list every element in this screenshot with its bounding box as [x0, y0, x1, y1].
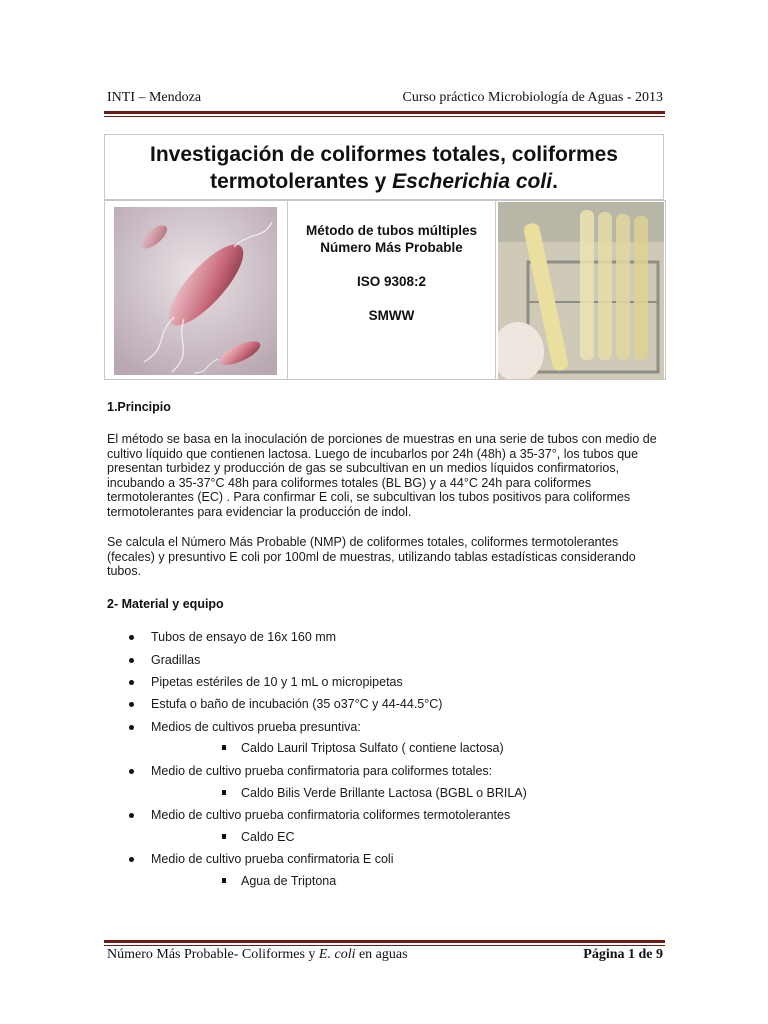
- list-item: Tubos de ensayo de 16x 160 mm: [151, 630, 337, 644]
- section-heading-material: 2- Material y equipo: [107, 597, 224, 611]
- page-number: Página 1 de 9: [583, 947, 663, 962]
- page-header: [107, 90, 663, 106]
- test-tubes-image: [498, 202, 664, 379]
- footer-title-suffix: en aguas: [355, 947, 408, 962]
- paragraph-line: presentan turbidez y producción de gas se subcultivan en un medios líquidos confirmatorios,: [107, 461, 620, 476]
- paragraph-line: (fecales) y presuntivo E coli por 100ml de muestras, utilizando tablas estadísticas considerando: [107, 549, 636, 564]
- method-panel: [104, 200, 666, 380]
- method-description: [288, 222, 495, 324]
- title-line-2-prefix: termotolerantes y: [210, 170, 393, 193]
- method-reference: SMWW: [368, 308, 415, 323]
- header-rule-thin: [104, 116, 665, 117]
- header-org: INTI – Mendoza: [107, 90, 202, 105]
- footer-title-prefix: Número Más Probable- Coliformes y: [107, 947, 319, 962]
- paragraph-line: incubando a 35-37°C 48h para coliformes totales (BL BG) y a 44°C 24h para coliformes: [107, 475, 592, 490]
- paragraph-line: cultivo líquido que contienen lactosa. Luego de incubarlos por 24h (48h) a 35-37°, los tubos que: [107, 446, 639, 461]
- section-heading-principio: 1.Principio: [107, 400, 171, 414]
- list-item: Estufa o baño de incubación (35 o37°C y 44-44.5°C): [151, 697, 443, 711]
- method-subtitle: Número Más Probable: [320, 240, 463, 255]
- title-line-2: [105, 168, 663, 195]
- title-organism: Escherichia coli: [392, 170, 553, 193]
- paragraph-line: termotolerantes para evidenciar la producción de indol.: [107, 504, 412, 519]
- list-item: Gradillas: [151, 653, 201, 667]
- sub-list-item: Caldo Lauril Triptosa Sulfato ( contiene lactosa): [241, 741, 504, 755]
- header-rule: [104, 111, 665, 114]
- paragraph-line: El método se basa en la inoculación de porciones de muestras en una serie de tubos con medio de: [107, 432, 657, 446]
- paragraph-line: Se calcula el Número Más Probable (NMP) de coliformes totales, coliformes termotolerantes: [107, 535, 619, 549]
- list-item: Medio de cultivo prueba confirmatoria E coli: [151, 852, 394, 866]
- list-item: Medio de cultivo prueba confirmatoria coliformes termotolerantes: [151, 808, 511, 822]
- method-standard: ISO 9308:2: [356, 274, 427, 289]
- sub-list-item: Caldo EC: [241, 830, 295, 844]
- sub-list-item: Caldo Bilis Verde Brillante Lactosa (BGBL o BRILA): [241, 786, 527, 800]
- paragraph-line: tubos.: [107, 564, 142, 579]
- footer-organism: E. coli: [318, 947, 356, 962]
- bacteria-image: [114, 207, 277, 375]
- sub-list-item: Agua de Triptona: [241, 874, 337, 888]
- title-line-1: Investigación de coliformes totales, coliformes: [150, 143, 618, 166]
- list-item: Medios de cultivos prueba presuntiva:: [151, 720, 361, 734]
- header-course: Curso práctico Microbiología de Aguas - 2013: [402, 90, 663, 105]
- document-title: [104, 134, 664, 200]
- paragraph-principio: [107, 432, 663, 520]
- footer-rule-thin: [104, 945, 665, 946]
- divider: [495, 201, 496, 379]
- list-item: Medio de cultivo prueba confirmatoria para coliformes totales:: [151, 764, 493, 778]
- paragraph-line: termotolerantes (EC) . Para confirmar E coli, se subcultivan los tubos positivos para coliformes: [107, 490, 631, 505]
- page-footer: [107, 947, 663, 963]
- footer-title: [107, 947, 408, 963]
- paragraph-nmp: [107, 535, 663, 579]
- method-name: Método de tubos múltiples: [306, 223, 477, 238]
- footer-rule: [104, 940, 665, 943]
- list-item: Pipetas estériles de 10 y 1 mL o micropipetas: [151, 675, 403, 689]
- title-line-2-suffix: .: [552, 170, 558, 193]
